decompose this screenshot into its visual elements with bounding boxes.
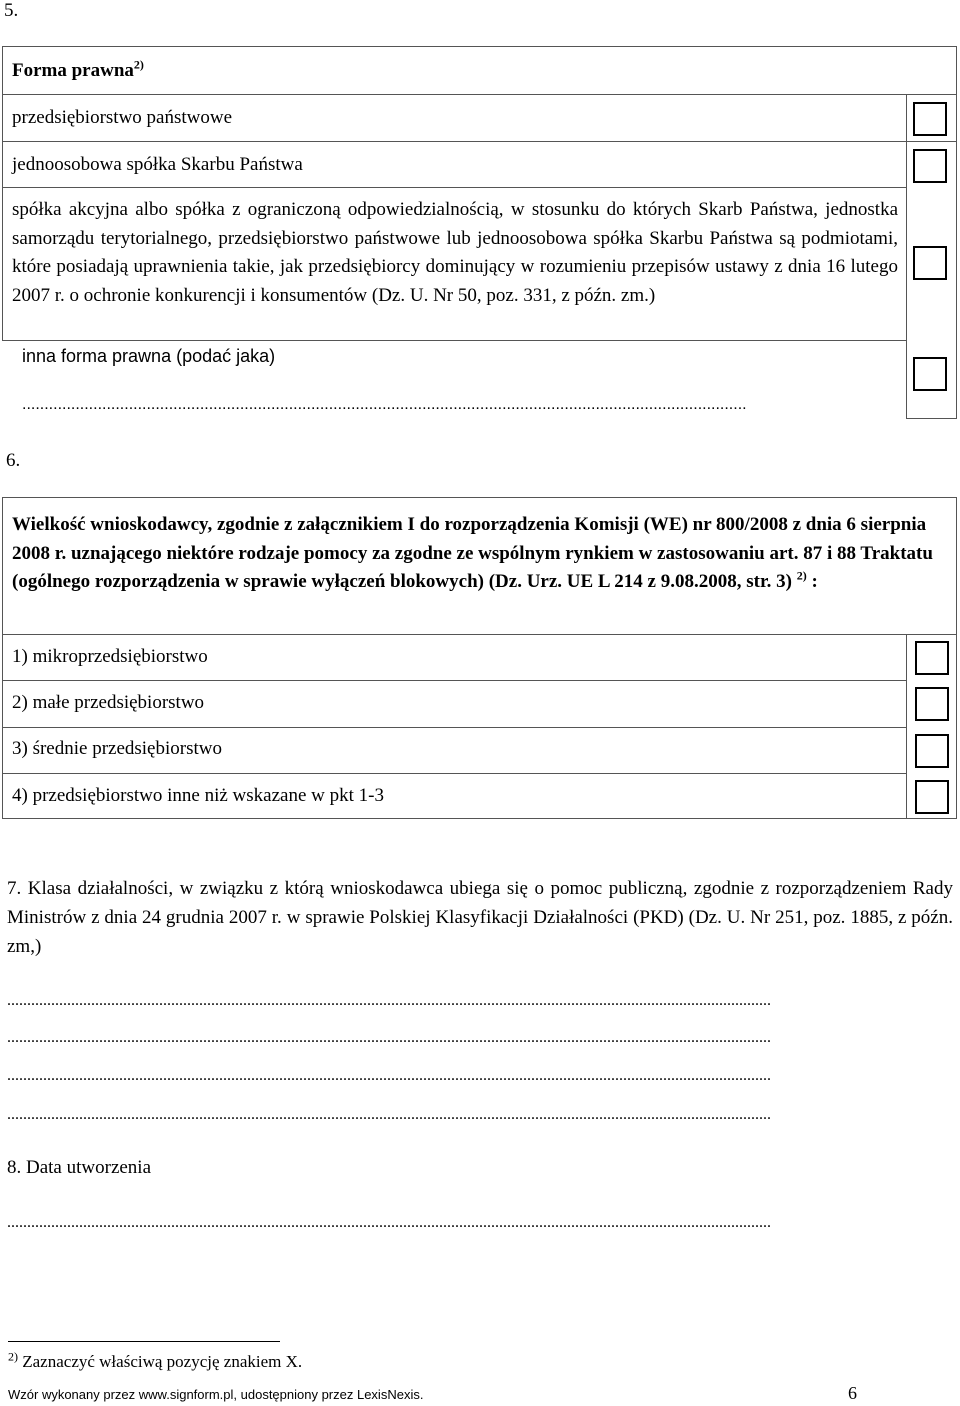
legal-form-option-2: jednoosobowa spółka Skarbu Państwa	[12, 154, 303, 175]
size-option-2: 2) małe przedsiębiorstwo	[12, 692, 205, 713]
legal-form-option-4: inna forma prawna (podać jaka)	[22, 346, 276, 366]
activity-class-fill-line-2[interactable]: ...............................................................................................................................................................................................	[7, 1030, 771, 1046]
section-5-number: 5.	[4, 0, 19, 21]
creation-date-fill-line[interactable]: ...............................................................................................................................................................................................	[7, 1215, 771, 1231]
checkbox-size-4[interactable]	[915, 780, 949, 814]
activity-class-fill-line-1[interactable]: ...............................................................................................................................................................................................	[7, 993, 771, 1009]
section-7-text: 7. Klasa działalności, w związku z którą wnioskodawca ubiega się o pomoc publiczną, zgodnie z rozporządzeniem Rady Ministrów z dnia 24 grudnia 2007 r. w sprawie Polskiej Klasyfikacji Działalności (PKD) (Dz. U. Nr 251, poz. 1885, z późn. zm,)	[7, 878, 953, 957]
other-legal-form-fill-line[interactable]: ...................................................................................................................................................................	[22, 397, 747, 413]
legal-form-option-1: przedsiębiorstwo państwowe	[12, 107, 233, 128]
checkbox-legal-form-4[interactable]	[913, 357, 947, 391]
section-5-title: Forma prawna$^{2)}$	[12, 57, 144, 81]
checkbox-size-2[interactable]	[915, 687, 949, 721]
activity-class-fill-line-4[interactable]: ...............................................................................................................................................................................................	[7, 1107, 771, 1123]
size-option-3: 3) średnie przedsiębiorstwo	[12, 738, 222, 759]
activity-class-fill-line-3[interactable]: ...............................................................................................................................................................................................	[7, 1068, 771, 1084]
checkbox-legal-form-1[interactable]	[913, 102, 947, 136]
checkbox-legal-form-2[interactable]	[913, 149, 947, 183]
section-8-text: 8. Data utworzenia	[7, 1157, 152, 1178]
legal-form-option-3: spółka akcyjna albo spółka z ograniczoną odpowiedzialnością, w stosunku do których Skarb Państwa, jednostka samorządu terytorialnego, przedsiębiorstwo państwowe lub jednoosobowa spółka Skarbu Państwa są podmiotami, które posiadają uprawnienia takie, jak przedsiębiorcy dominujący w rozumieniu przepisów ustawy z dnia 16 lutego 2007 r. o ochronie konkurencji i konsumentów (Dz. U. Nr 50, poz. 331, z późn. zm.)	[12, 199, 898, 306]
checkbox-size-1[interactable]	[915, 641, 949, 675]
page-number: 6	[848, 1383, 857, 1403]
footnote: $^{2)}$ Zaznaczyć właściwą pozycję znakiem X.	[8, 1349, 303, 1371]
section-6-number: 6.	[6, 450, 21, 471]
checkbox-legal-form-3[interactable]	[913, 246, 947, 280]
footer-credit: Wzór wykonany przez www.signform.pl, udostępniony przez LexisNexis.	[8, 1387, 424, 1402]
size-option-1: 1) mikroprzedsiębiorstwo	[12, 646, 208, 667]
section-6-title: Wielkość wnioskodawcy, zgodnie z załącznikiem I do rozporządzenia Komisji (WE) nr 800/2008 z dnia 6 sierpnia 2008 r. uznającego niektóre rodzaje pomocy za zgodne ze wspólnym rynkiem w zastosowaniu art. 87 i 88 Traktatu (ogólnego rozporządzenia w sprawie wyłączeń blokowych) (Dz. Urz. UE L 214 z 9.08.2008, str. 3) $^{2)}$ :	[12, 514, 933, 592]
size-option-4: 4) przedsiębiorstwo inne niż wskazane w pkt 1-3	[12, 785, 384, 806]
checkbox-size-3[interactable]	[915, 734, 949, 768]
